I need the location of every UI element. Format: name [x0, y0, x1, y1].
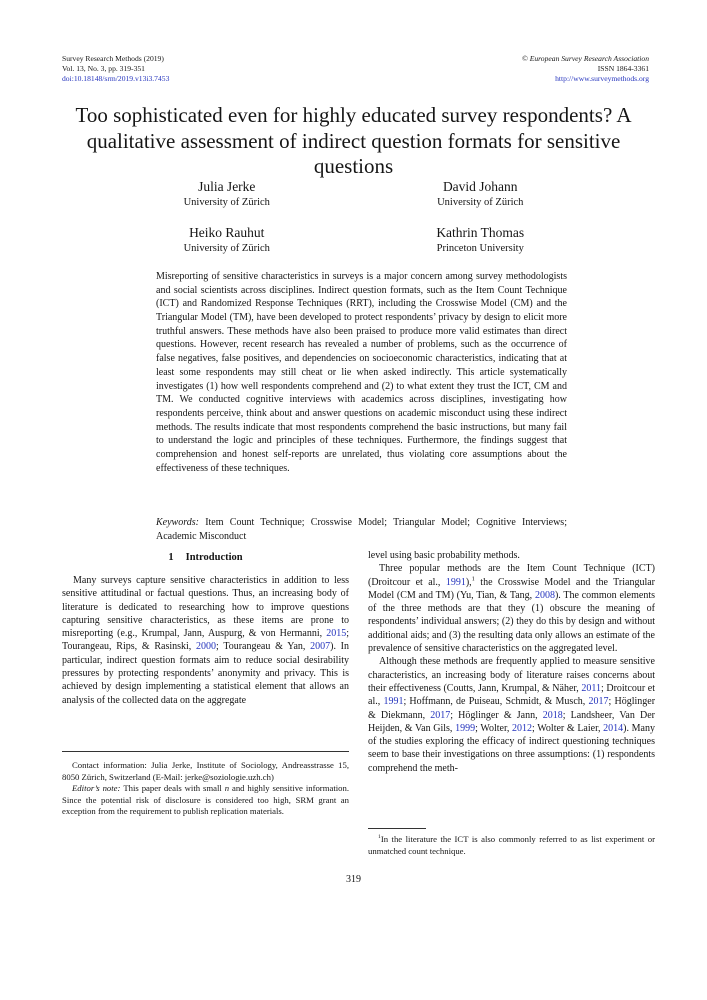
text-segment: Contact information: Julia Jerke, Institute of Sociology, Andreasstrasse 15, 8050 Zürich, Switzerland (E-Mail: jerke@soziologie.uzh.ch) — [62, 760, 349, 782]
author-affiliation: University of Zürich — [437, 196, 524, 208]
citation-wolter-2014[interactable]: 2014 — [603, 722, 624, 734]
publisher-info — [522, 54, 649, 84]
footnote-1 — [368, 828, 655, 857]
text-segment: ; Tourangeau, Rips, & Rasinski, — [62, 628, 349, 653]
citation-landsheer-1999[interactable]: 1999 — [455, 722, 476, 734]
journal-header — [62, 54, 649, 84]
citation-yu-2008[interactable]: 2008 — [534, 589, 555, 601]
intro-paragraph-2 — [368, 562, 655, 655]
issn: ISSN 1864-3361 — [597, 64, 649, 74]
text-segment: Many surveys capture sensitive characteristics in addition to less sensitive attitudinal or factual questions. Thus, an increasing body of literature is dedicated to researching how to improve questions capturing sensitive characteristics, as these items are prone to misreporting (e.g., Krumpal, Jann, Auspurg, & von Hermanni, — [62, 574, 349, 640]
citation-hoglinger-jann-2018[interactable]: 2018 — [542, 709, 563, 721]
abstract: Misreporting of sensitive characteristics in surveys is a major concern among survey methodologists and social scientists across disciplines. Indirect question formats, such as the Item Count Technique (ICT) and Randomized Response Techniques (RRT), including the Crosswise Model (CM) and the Triangular Model (TM), have been developed to protect respondents’ privacy by design to elicit more truthful answers. These methods have also been praised to produce more valid estimates than direct questions. However, recent research has revealed a number of problems, such as the occurrence of false negatives, false positives, and dependencies on socioeconomic characteristics, indicating that at least some respondents may still cheat or lie when asked indirectly. This article systematically investigates (1) how well respondents comprehend and (2) to what extent they trust the ICT, CM and TM. We conducted cognitive interviews with academics across disciplines, investigating how respondents perceive, think about and answer questions on academic misconduct using these indirect methods. The results indicate that most respondents comprehend the basic instructions, but many fail to understand the logic and principles of these techniques. Furthermore, the findings suggest that comprehension and honest self-reports are unrelated, thus violating core assumptions about the effectiveness of these techniques. — [156, 271, 567, 474]
citation-droitcour-1991[interactable]: 1991 — [445, 576, 466, 588]
intro-paragraph-1 — [62, 574, 349, 707]
citation-wolter-2012[interactable]: 2012 — [512, 722, 533, 734]
text-segment: 1 — [378, 834, 381, 841]
footnote-1-text — [368, 834, 655, 857]
text-segment: This paper deals with small — [123, 783, 225, 794]
citation-tourangeau-2000[interactable]: 2000 — [196, 641, 216, 653]
author-name: David Johann — [442, 179, 518, 194]
text-segment: the Crosswise Model and the Triangular Model (CM and TM) (Yu, Tian, & Tang, — [368, 576, 656, 601]
text-segment: Editor’s note: — [72, 783, 124, 794]
author-0 — [100, 179, 354, 209]
journal-name: Survey Research Methods (2019) — [62, 54, 164, 63]
text-segment: ; Hoffmann, de Puiseau, Schmidt, & Musch, — [403, 696, 589, 708]
text-segment: ; Wolter & Laier, — [532, 722, 604, 734]
text-segment: ; Landsheer, Van Der Heijden, & Van Gils, — [368, 709, 655, 734]
text-segment: ). In particular, indirect question formats aim to reduce social desirability pressures by protecting respondents’ anonymity and privacy. This is achieved by design implementing a statistical element that allows an analysis of the collected data on the aggregate — [62, 641, 349, 706]
citation-droitcour-1991[interactable]: 1991 — [383, 696, 404, 708]
citation-hoffmann-2017[interactable]: 2017 — [588, 696, 609, 708]
author-name: Kathrin Thomas — [436, 225, 525, 241]
section-number: 1 — [168, 552, 174, 563]
editors-note — [62, 783, 349, 818]
text-segment: In the literature the ICT is also commonly referred to as list experiment or unmatched count technique. — [368, 834, 655, 856]
footnote-1-marker: 1 — [471, 575, 475, 583]
page-number: 319 — [346, 874, 361, 885]
citation-krumpal-2015[interactable]: 2015 — [326, 628, 347, 640]
text-segment: Keywords: — [156, 517, 206, 528]
author-2 — [100, 225, 354, 255]
citation-coutts-2011[interactable]: 2011 — [581, 682, 602, 694]
author-affiliation: University of Zürich — [183, 242, 270, 254]
copyright-notice: © European Survey Research Association — [522, 54, 649, 63]
text-segment: Three popular methods are the Item Count Technique (ICT) (Droitcour et al., — [368, 563, 655, 588]
text-segment: Item Count Technique; Crosswise Model; Triangular Model; Cognitive Interviews; Academic Misconduct — [156, 517, 567, 542]
left-column — [62, 549, 349, 775]
contact-footnote — [62, 751, 349, 818]
text-segment: n — [224, 783, 230, 794]
intro-paragraph-1-continued: level using basic probability methods. — [368, 550, 520, 561]
text-segment: ; Höglinger & Diekmann, — [368, 696, 656, 721]
intro-paragraph-3 — [368, 655, 655, 775]
right-column — [368, 549, 655, 775]
text-segment: and highly sensitive information. Since the potential risk of disclosure is considered too high, SRM grant an exception from the requirement to publish replication materials. — [62, 783, 350, 817]
author-name: Julia Jerke — [198, 179, 256, 194]
author-affiliation: Princeton University — [436, 242, 524, 254]
journal-volume: Vol. 13, No. 3, pp. 319-351 — [62, 64, 145, 74]
footnote-rule — [368, 828, 426, 829]
author-3 — [354, 225, 608, 255]
footnote-rule — [62, 751, 349, 752]
author-1 — [354, 179, 608, 209]
author-affiliation: University of Zürich — [183, 196, 270, 208]
doi-link[interactable]: doi:10.18148/srm/2019.v13i3.7453 — [62, 74, 170, 84]
section-title: Introduction — [185, 552, 243, 563]
journal-url-link[interactable]: http://www.surveymethods.org — [555, 74, 649, 84]
text-segment: ; Höglinger & Jann, — [450, 709, 543, 721]
text-segment: ; Tourangeau & Yan, — [216, 641, 311, 653]
author-block — [100, 179, 607, 255]
paper-title: Too sophisticated even for highly educated survey respondents? A qualitative assessment of indirect question formats for sensitive questions — [75, 103, 632, 179]
keywords — [156, 516, 567, 543]
text-segment: ), — [465, 576, 472, 588]
citation-tourangeau-2007[interactable]: 2007 — [310, 641, 331, 653]
text-segment: ). Many of the studies exploring the efficacy of indirect questioning techniques seem to base their investigations on three assumptions: (1) respondents comprehend the meth- — [368, 722, 655, 774]
author-name: Heiko Rauhut — [189, 225, 265, 241]
citation-hoglinger-diekmann-2017[interactable]: 2017 — [430, 709, 451, 721]
contact-information — [62, 760, 349, 783]
text-segment: ; Droitcour et al., — [368, 682, 656, 708]
section-1-heading — [62, 551, 349, 565]
journal-info — [62, 54, 169, 84]
text-segment: ). The common elements of the three methods are that they (1) obscure the meaning of respondents’ individual answers; (2) they do this by design and without additional aids; and (3) the resulting data only allows an estimate of the prevalence of sensitive characteristics on the aggregated level. — [368, 589, 656, 655]
text-segment: ; Wolter, — [475, 722, 513, 734]
body-columns — [62, 549, 655, 775]
text-segment: Although these methods are frequently applied to measure sensitive characteristics, an increasing body of literature raises concerns about their effectiveness (Coutts, Jann, Krumpal, & Näher, — [368, 656, 655, 694]
